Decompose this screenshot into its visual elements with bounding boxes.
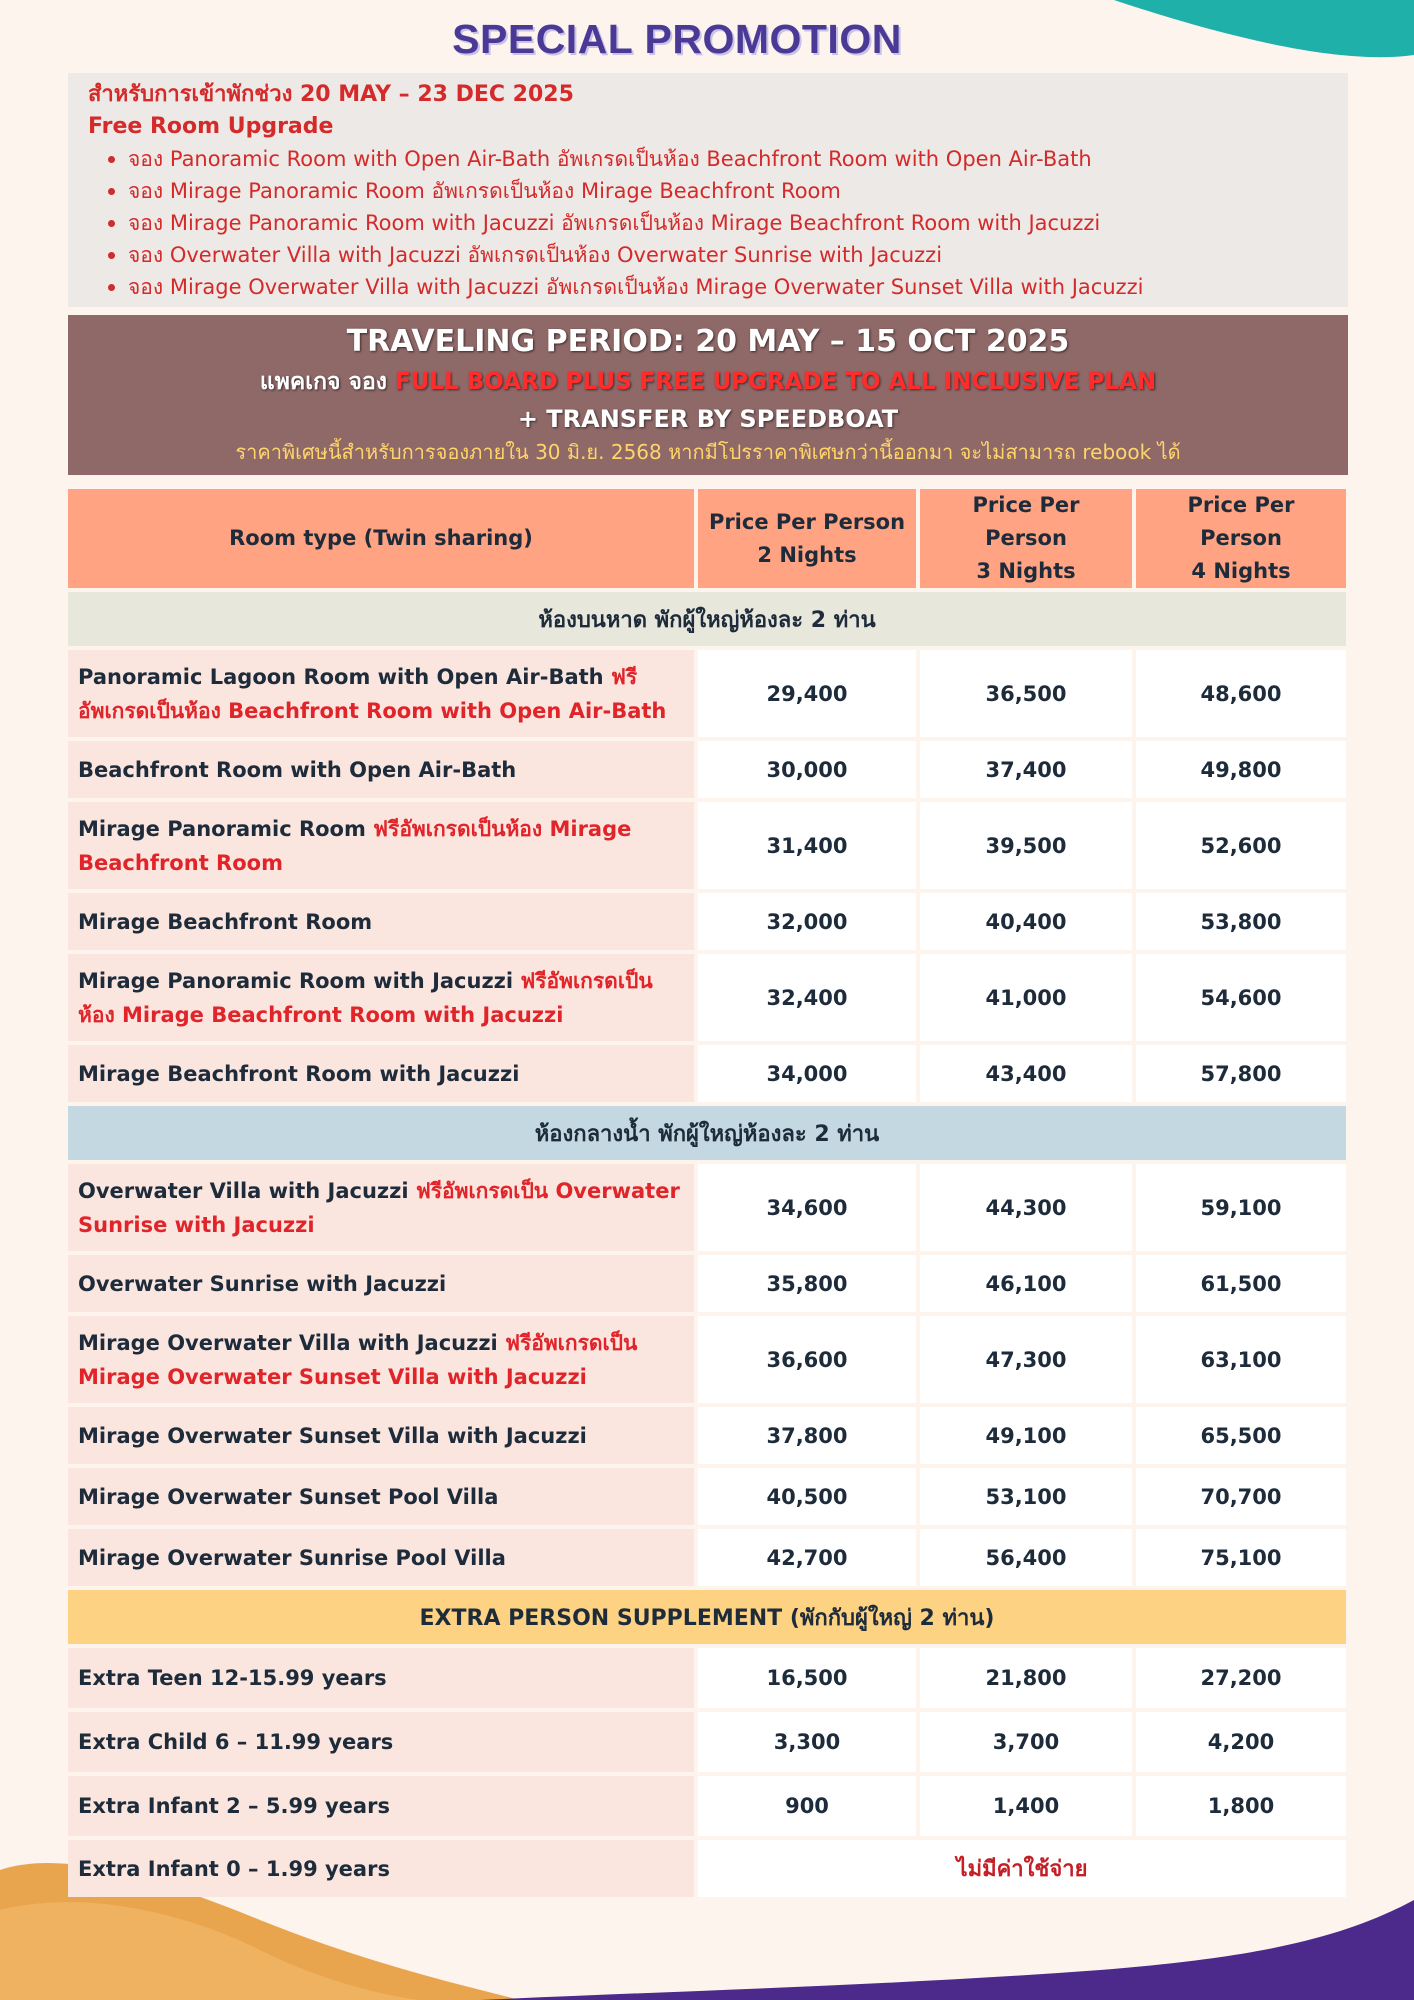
price-3-nights: 37,400 xyxy=(920,741,1132,798)
room-name: Mirage Beachfront Room xyxy=(78,909,373,934)
water-room-name xyxy=(68,1407,694,1464)
upgrade-note: ฟรีอัพเกรดเป็นห้อง Mirage Beachfront Room with Jacuzzi xyxy=(78,968,653,1027)
table-row xyxy=(68,1164,1346,1251)
price-2-nights: 29,400 xyxy=(698,650,916,737)
extra-room-name xyxy=(68,1712,694,1772)
price-3-nights: 1,400 xyxy=(920,1776,1132,1836)
header-nights: 4 Nights xyxy=(1191,559,1291,583)
extra-room-name xyxy=(68,1648,694,1708)
beach-room-name xyxy=(68,741,694,798)
price-3-nights: 49,100 xyxy=(920,1407,1132,1464)
room-name: Overwater Villa with Jacuzzi xyxy=(78,1178,416,1203)
beach-room-name xyxy=(68,650,694,737)
price-4-nights: 57,800 xyxy=(1136,1045,1346,1102)
header-label: Price Per Person xyxy=(708,509,906,534)
water-room-name xyxy=(68,1468,694,1525)
price-4-nights: 70,700 xyxy=(1136,1468,1346,1525)
room-name: Extra Child 6 – 11.99 years xyxy=(78,1730,394,1754)
price-2-nights: 31,400 xyxy=(698,802,916,889)
table-row xyxy=(68,1529,1346,1586)
section-water: ห้องกลางน้ำ พักผู้ใหญ่ห้องละ 2 ท่าน xyxy=(68,1106,1346,1160)
price-4-nights: 49,800 xyxy=(1136,741,1346,798)
price-4-nights: 52,600 xyxy=(1136,802,1346,889)
price-4-nights: 54,600 xyxy=(1136,954,1346,1041)
table-row xyxy=(68,802,1346,889)
price-2-nights: 34,600 xyxy=(698,1164,916,1251)
upgrade-heading: Free Room Upgrade xyxy=(88,114,334,139)
upgrade-note: ฟรีอัพเกรดเป็นห้อง Beachfront Room with Open Air-Bath xyxy=(78,664,667,723)
upgrade-period: สำหรับการเข้าพักช่วง 20 MAY – 23 DEC 2025 xyxy=(88,82,574,107)
price-2-nights: 40,500 xyxy=(698,1468,916,1525)
price-4-nights: 75,100 xyxy=(1136,1529,1346,1586)
price-4-nights: 1,800 xyxy=(1136,1776,1346,1836)
upgrade-note: ฟรีอัพเกรดเป็น Overwater Sunrise with Jacuzzi xyxy=(78,1178,680,1237)
upgrade-item: จอง Mirage Panoramic Room อัพเกรดเป็นห้อง Mirage Beachfront Room xyxy=(108,175,1328,207)
upgrade-item: จอง Mirage Panoramic Room with Jacuzzi อัพเกรดเป็นห้อง Mirage Beachfront Room with Jacuzzi xyxy=(108,207,1328,239)
table-row xyxy=(68,1468,1346,1525)
beach-room-name xyxy=(68,893,694,950)
price-4-nights: 53,800 xyxy=(1136,893,1346,950)
travel-period: TRAVELING PERIOD: 20 MAY – 15 OCT 2025 xyxy=(346,324,1070,359)
price-3-nights: 36,500 xyxy=(920,650,1132,737)
table-row xyxy=(68,1045,1346,1102)
table-row xyxy=(68,1255,1346,1312)
price-2-nights: 32,400 xyxy=(698,954,916,1041)
upgrade-note: ฟรีอัพเกรดเป็นห้อง Mirage Beachfront Room xyxy=(78,816,632,875)
price-table xyxy=(64,485,1350,1901)
room-name: Mirage Overwater Sunset Pool Villa xyxy=(78,1484,499,1509)
header-3-nights xyxy=(920,489,1132,588)
package-line xyxy=(68,363,1348,401)
price-4-nights: 48,600 xyxy=(1136,650,1346,737)
price-2-nights: 37,800 xyxy=(698,1407,916,1464)
price-2-nights: 3,300 xyxy=(698,1712,916,1772)
table-row xyxy=(68,1776,1346,1836)
table-row xyxy=(68,1407,1346,1464)
table-row xyxy=(68,650,1346,737)
price-3-nights: 44,300 xyxy=(920,1164,1132,1251)
table-row xyxy=(68,1648,1346,1708)
price-2-nights: 42,700 xyxy=(698,1529,916,1586)
price-2-nights: 32,000 xyxy=(698,893,916,950)
room-name: Mirage Panoramic Room xyxy=(78,816,374,841)
room-name: Extra Infant 2 – 5.99 years xyxy=(78,1794,390,1818)
price-4-nights: 4,200 xyxy=(1136,1712,1346,1772)
section-extra: EXTRA PERSON SUPPLEMENT (พักกับผู้ใหญ่ 2 ท่าน) xyxy=(68,1590,1346,1644)
header-label: Price Per Person xyxy=(972,493,1080,550)
price-3-nights: 46,100 xyxy=(920,1255,1132,1312)
room-name: Mirage Beachfront Room with Jacuzzi xyxy=(78,1061,520,1086)
water-room-name xyxy=(68,1164,694,1251)
price-3-nights: 21,800 xyxy=(920,1648,1132,1708)
room-name: Mirage Overwater Villa with Jacuzzi xyxy=(78,1330,506,1355)
price-3-nights: 39,500 xyxy=(920,802,1132,889)
header-4-nights xyxy=(1136,489,1346,588)
upgrade-item: จอง Mirage Overwater Villa with Jacuzzi อัพเกรดเป็นห้อง Mirage Overwater Sunset Villa with Jacuzzi xyxy=(108,271,1328,303)
table-row xyxy=(68,893,1346,950)
transfer-line: + TRANSFER BY SPEEDBOAT xyxy=(517,405,899,433)
infant-free-name: Extra Infant 0 – 1.99 years xyxy=(68,1840,694,1897)
price-3-nights: 53,100 xyxy=(920,1468,1132,1525)
upgrade-list xyxy=(88,143,1328,303)
price-2-nights: 30,000 xyxy=(698,741,916,798)
room-name: Extra Teen 12-15.99 years xyxy=(78,1666,387,1690)
water-room-name xyxy=(68,1529,694,1586)
price-3-nights: 40,400 xyxy=(920,893,1132,950)
travel-box xyxy=(68,315,1348,475)
price-4-nights: 63,100 xyxy=(1136,1316,1346,1403)
header-label: Price Per Person xyxy=(1187,493,1295,550)
price-3-nights: 41,000 xyxy=(920,954,1132,1041)
page-title: SPECIAL PROMOTION xyxy=(452,16,902,62)
price-3-nights: 47,300 xyxy=(920,1316,1132,1403)
extra-room-name xyxy=(68,1776,694,1836)
price-2-nights: 16,500 xyxy=(698,1648,916,1708)
section-beach: ห้องบนหาด พักผู้ใหญ่ห้องละ 2 ท่าน xyxy=(68,592,1346,646)
room-name: Panoramic Lagoon Room with Open Air-Bath xyxy=(78,664,611,689)
room-name: Mirage Overwater Sunset Villa with Jacuzzi xyxy=(78,1423,587,1448)
header-nights: 2 Nights xyxy=(757,542,857,567)
table-row xyxy=(68,1316,1346,1403)
price-3-nights: 43,400 xyxy=(920,1045,1132,1102)
package-prefix: แพคเกจ จอง xyxy=(259,369,396,395)
price-2-nights: 35,800 xyxy=(698,1255,916,1312)
water-room-name xyxy=(68,1255,694,1312)
room-name: Mirage Panoramic Room with Jacuzzi xyxy=(78,968,521,993)
table-row xyxy=(68,741,1346,798)
price-4-nights: 59,100 xyxy=(1136,1164,1346,1251)
price-4-nights: 65,500 xyxy=(1136,1407,1346,1464)
beach-room-name xyxy=(68,1045,694,1102)
beach-room-name xyxy=(68,802,694,889)
upgrade-item: จอง Overwater Villa with Jacuzzi อัพเกรดเป็นห้อง Overwater Sunrise with Jacuzzi xyxy=(108,239,1328,271)
price-2-nights: 34,000 xyxy=(698,1045,916,1102)
room-name: Beachfront Room with Open Air-Bath xyxy=(78,757,517,782)
upgrade-note: ฟรีอัพเกรดเป็น Mirage Overwater Sunset Villa with Jacuzzi xyxy=(78,1330,638,1389)
price-4-nights: 61,500 xyxy=(1136,1255,1346,1312)
header-nights: 3 Nights xyxy=(976,559,1076,583)
price-3-nights: 56,400 xyxy=(920,1529,1132,1586)
room-name: Mirage Overwater Sunrise Pool Villa xyxy=(78,1545,506,1570)
room-name: Overwater Sunrise with Jacuzzi xyxy=(78,1271,447,1296)
infant-free-value: ไม่มีค่าใช้จ่าย xyxy=(698,1840,1346,1897)
price-4-nights: 27,200 xyxy=(1136,1648,1346,1708)
upgrade-item: จอง Panoramic Room with Open Air-Bath อัพเกรดเป็นห้อง Beachfront Room with Open Air-Bath xyxy=(108,143,1328,175)
rebook-note: ราคาพิเศษนี้สำหรับการจองภายใน 30 มิ.ย. 2568 หากมีโปรราคาพิเศษกว่านี้ออกมา จะไม่สามารถ rebook ได้ xyxy=(235,440,1181,464)
table-row xyxy=(68,1712,1346,1772)
table-row xyxy=(68,954,1346,1041)
price-table-body xyxy=(68,592,1346,1897)
water-room-name xyxy=(68,1316,694,1403)
beach-room-name xyxy=(68,954,694,1041)
header-2-nights xyxy=(698,489,916,588)
header-room-type: Room type (Twin sharing) xyxy=(68,489,694,588)
package-highlight: FULL BOARD PLUS FREE UPGRADE TO ALL INCLUSIVE PLAN xyxy=(395,369,1157,395)
upgrade-box xyxy=(68,73,1348,307)
price-2-nights: 36,600 xyxy=(698,1316,916,1403)
price-2-nights: 900 xyxy=(698,1776,916,1836)
price-3-nights: 3,700 xyxy=(920,1712,1132,1772)
